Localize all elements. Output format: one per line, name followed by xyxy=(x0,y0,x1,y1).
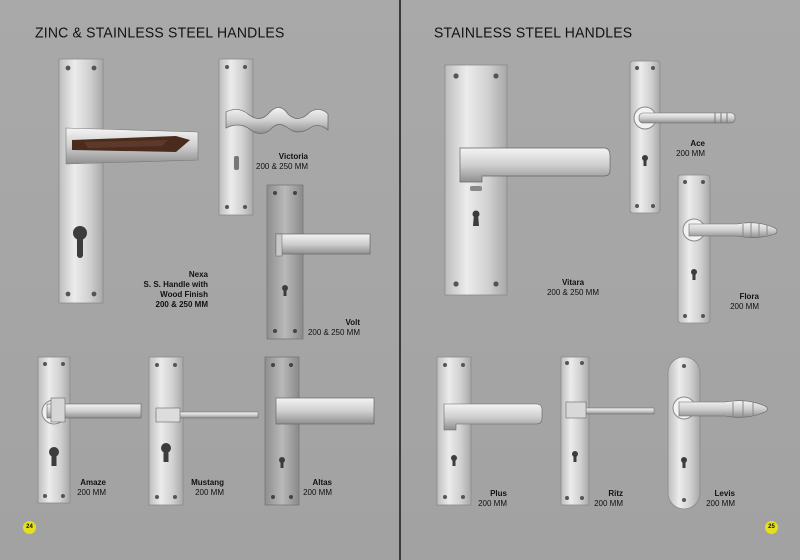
levis-size: 200 MM xyxy=(706,499,735,508)
amaze-caption xyxy=(60,478,106,498)
altas-caption xyxy=(300,478,332,498)
levis-caption xyxy=(699,489,735,509)
ritz-caption xyxy=(589,489,623,509)
flora-name: Flora xyxy=(739,292,759,301)
vitara-size: 200 & 250 MM xyxy=(546,288,600,297)
nexa-desc-2: Wood Finish xyxy=(160,290,208,299)
ace-caption xyxy=(671,139,705,159)
victoria-caption xyxy=(256,152,308,172)
volt-name: Volt xyxy=(345,318,360,327)
flora-caption xyxy=(719,292,759,312)
ace-name: Ace xyxy=(690,139,705,148)
ace-size: 200 MM xyxy=(676,149,705,158)
right-page-heading: STAINLESS STEEL HANDLES xyxy=(434,23,633,41)
left-page-heading: ZINC & STAINLESS STEEL HANDLES xyxy=(35,23,285,41)
nexa-handle-image xyxy=(58,58,200,304)
nexa-caption xyxy=(126,270,208,310)
victoria-name: Victoria xyxy=(278,152,308,161)
ritz-handle-image xyxy=(560,356,656,508)
volt-caption xyxy=(290,318,360,338)
mustang-size: 200 MM xyxy=(195,488,224,497)
amaze-size: 200 MM xyxy=(77,488,106,497)
vitara-name: Vitara xyxy=(561,278,585,287)
victoria-size: 200 & 250 MM xyxy=(256,162,309,171)
volt-size: 200 & 250 MM xyxy=(307,328,360,337)
vitara-caption xyxy=(539,278,607,298)
ritz-name: Ritz xyxy=(608,489,623,498)
mustang-name: Mustang xyxy=(191,478,224,487)
page-number-badge: 25 xyxy=(765,521,778,534)
page-number-badge: 24 xyxy=(23,521,36,534)
plus-name: Plus xyxy=(490,489,507,498)
amaze-name: Amaze xyxy=(80,478,106,487)
plus-caption xyxy=(473,489,507,509)
plus-handle-image xyxy=(436,356,546,508)
nexa-name: Nexa xyxy=(188,270,208,279)
altas-name: Altas xyxy=(312,478,332,487)
nexa-desc-1: S. S. Handle with xyxy=(143,280,208,289)
vitara-handle-image xyxy=(444,64,612,298)
levis-name: Levis xyxy=(714,489,735,498)
right-page xyxy=(401,0,800,560)
altas-size: 200 MM xyxy=(303,488,332,497)
mustang-caption xyxy=(180,478,224,498)
left-page xyxy=(0,0,399,560)
nexa-size: 200 & 250 MM xyxy=(155,300,208,309)
flora-size: 200 MM xyxy=(730,302,759,311)
ritz-size: 200 MM xyxy=(594,499,623,508)
plus-size: 200 MM xyxy=(478,499,507,508)
